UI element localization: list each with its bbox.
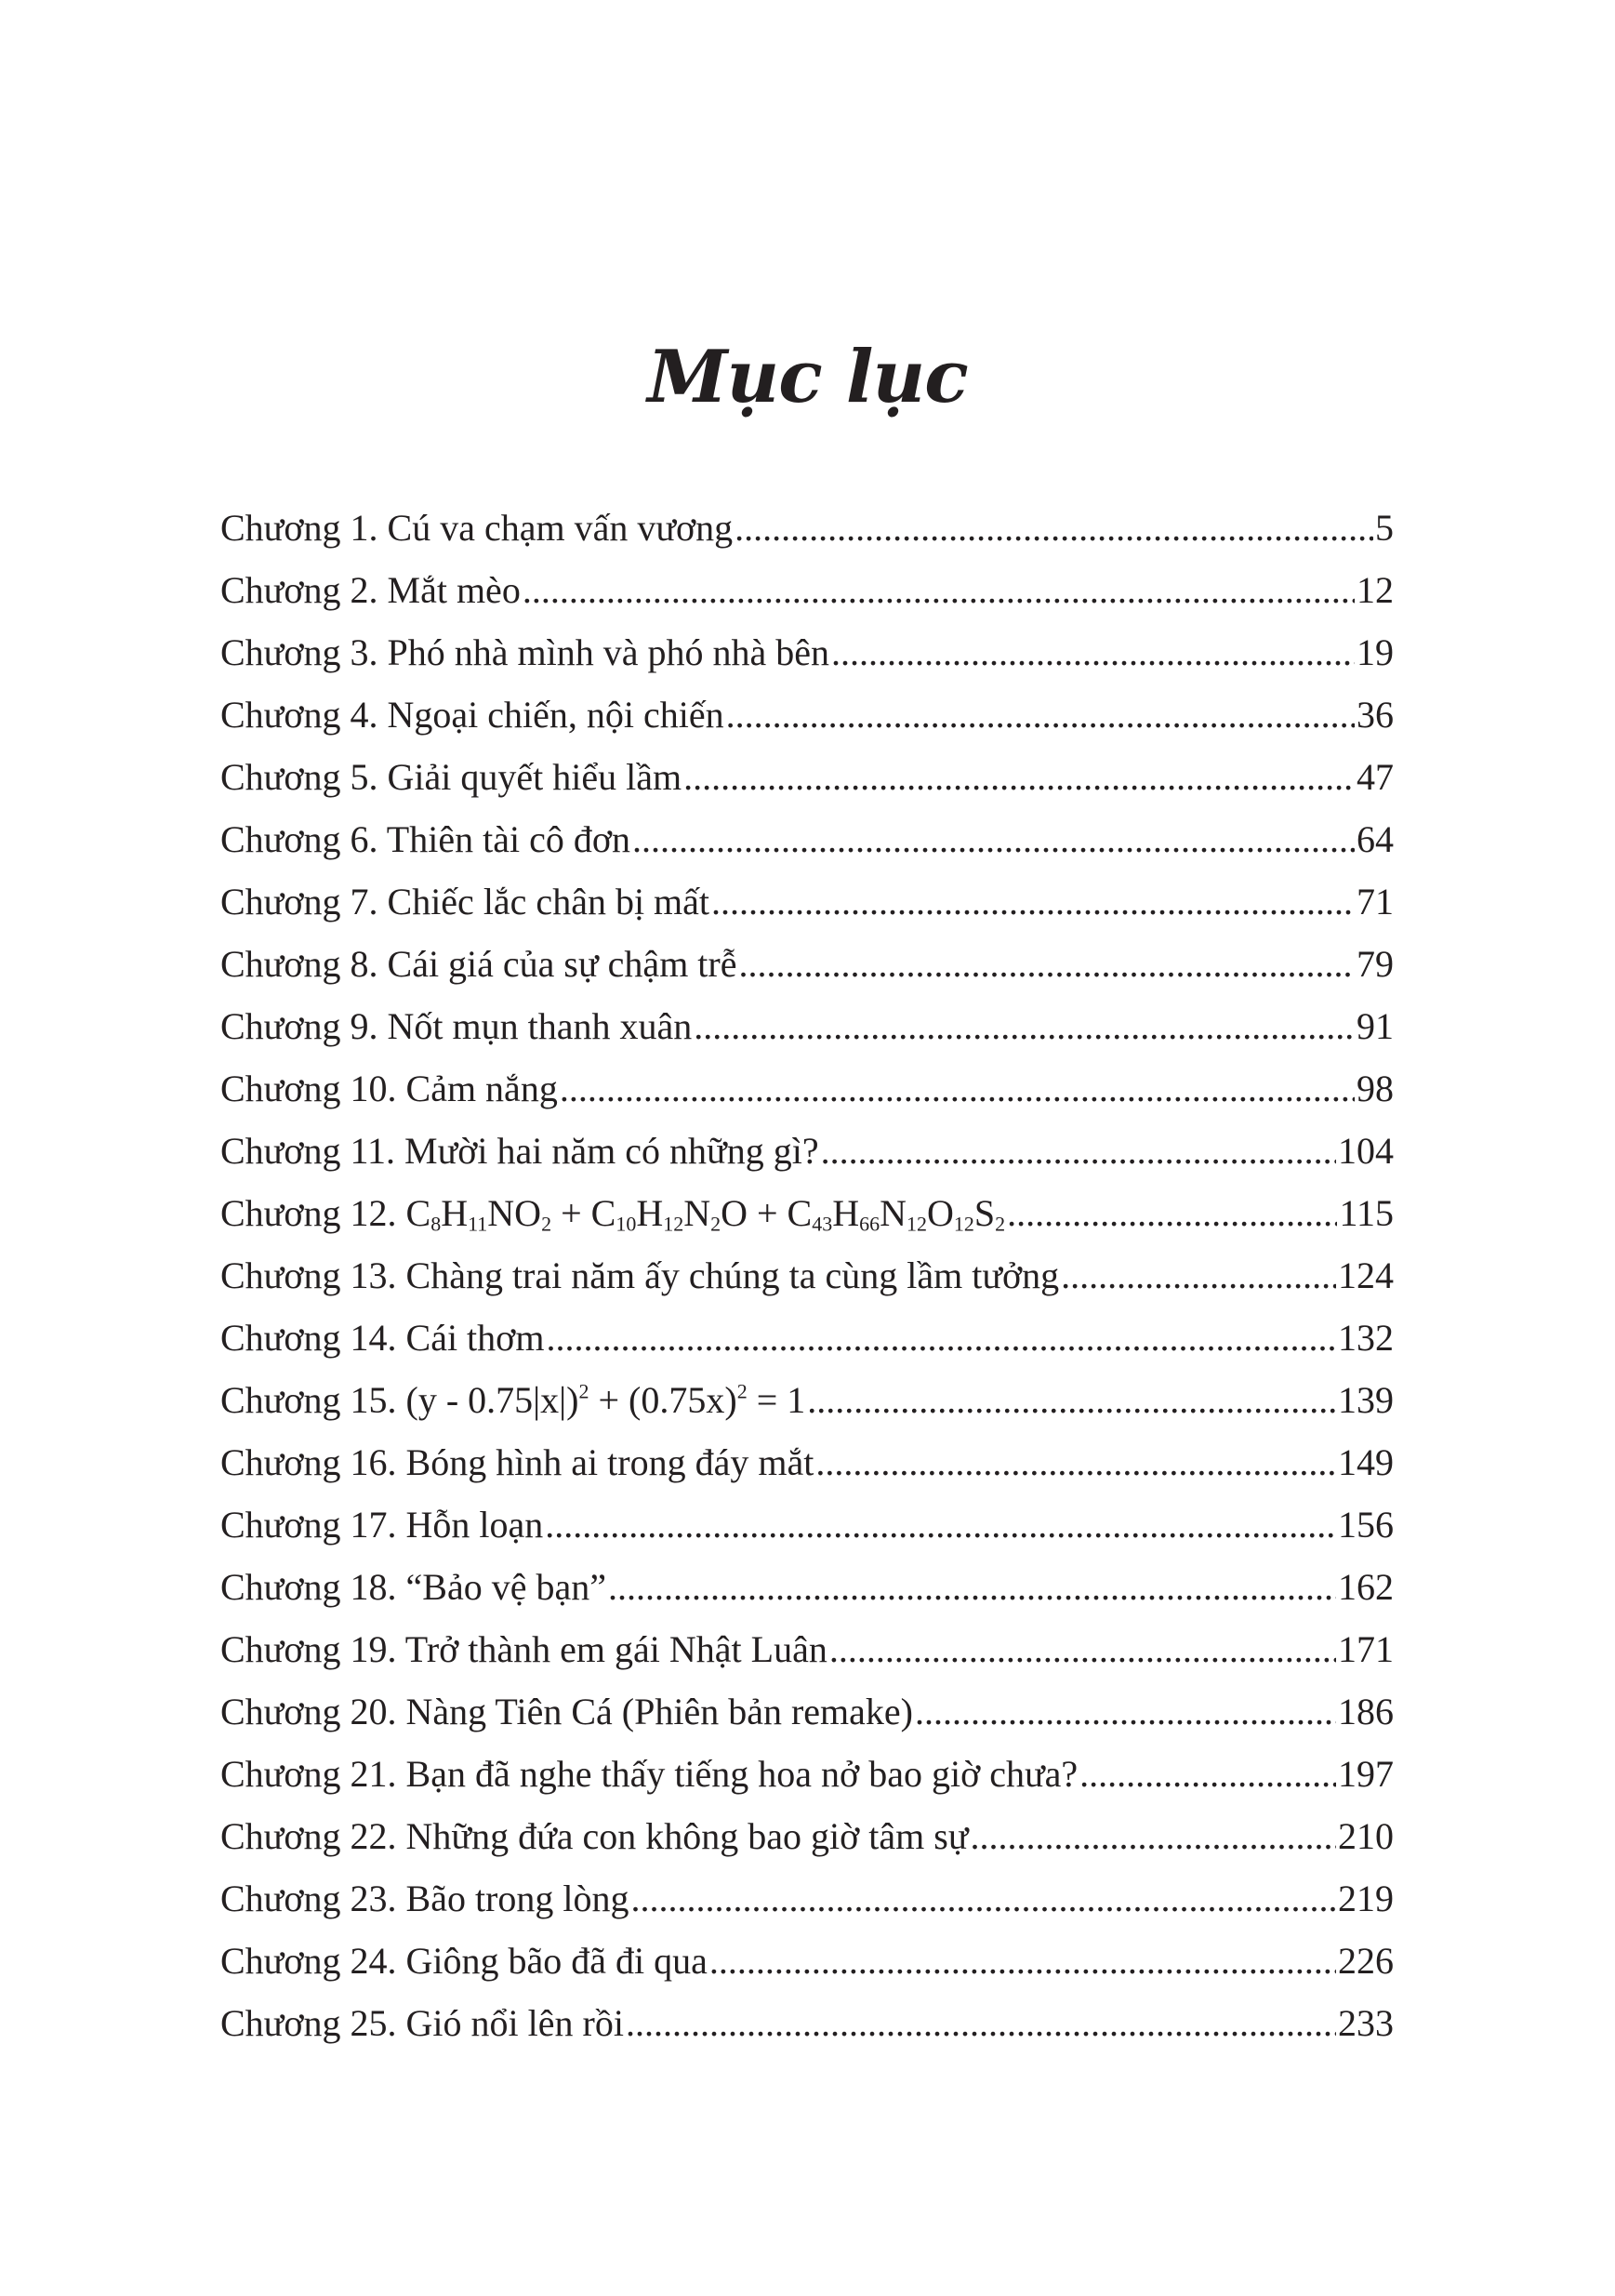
dot-leader [560,1057,1355,1120]
toc-entry-page-number: 91 [1357,1005,1394,1047]
toc-entry-page-number: 71 [1357,881,1394,922]
dot-leader [1079,1743,1336,1805]
toc-entry [220,1182,1394,1244]
toc-entry-label: Chương 9. Nốt mụn thanh xuân [220,1005,693,1047]
toc-entry-page-number: 186 [1338,1691,1394,1732]
toc-entry-label: Chương 6. Thiên tài cô đơn [220,818,630,860]
toc-entry [220,1307,1394,1369]
toc-entry [220,1618,1394,1680]
dot-leader [726,683,1355,746]
toc-entry-page-number: 156 [1338,1504,1394,1546]
dot-leader [632,808,1355,870]
toc-entry-page-number: 233 [1338,2002,1394,2044]
toc-entry [220,1930,1394,1992]
toc-entry-page-number: 36 [1357,694,1394,736]
dot-leader [709,1930,1336,1992]
toc-entry [220,1867,1394,1930]
toc-entry-label: Chương 21. Bạn đã nghe thấy tiếng hoa nở bao giờ chưa? [220,1753,1079,1795]
toc-entry [220,995,1394,1057]
toc-entry-label: Chương 15. $(y - 0.75|x|)^2 + (0.75x)^2 = 1$ [220,1379,806,1421]
toc-entry-page-number: 149 [1338,1441,1394,1483]
toc-entry-label: Chương 16. Bóng hình ai trong đáy mắt [220,1441,814,1483]
dot-leader [545,1493,1336,1556]
toc-entry-label: Chương 1. Cú va chạm vấn vương [220,507,734,549]
toc-entry [220,746,1394,808]
toc-entry-page-number: 210 [1338,1815,1394,1857]
toc-entry-page-number: 162 [1338,1566,1394,1608]
dot-leader [807,1369,1336,1431]
toc-entry-page-number: 5 [1375,507,1394,549]
toc-entry [220,870,1394,933]
toc-entry-page-number: 47 [1357,756,1394,798]
toc-entry-label: Chương 19. Trở thành em gái Nhật Luân [220,1628,827,1670]
toc-entry [220,559,1394,621]
toc-entry-label: Chương 14. Cái thơm [220,1317,545,1359]
dot-leader [971,1805,1336,1867]
toc-entry-page-number: 115 [1339,1192,1394,1234]
toc-entry-page-number: 139 [1338,1379,1394,1421]
dot-leader [711,870,1355,933]
toc-entry [220,1493,1394,1556]
toc-entry-label: Chương 11. Mười hai năm có những gì? [220,1130,819,1172]
dot-leader [815,1431,1336,1493]
toc-entry-label: Chương 17. Hỗn loạn [220,1504,544,1546]
toc-entry-page-number: 79 [1357,943,1394,985]
toc-entry [220,808,1394,870]
toc-entry-label: Chương 4. Ngoại chiến, nội chiến [220,694,724,736]
toc-entry-page-number: 171 [1338,1628,1394,1670]
dot-leader [829,1618,1336,1680]
dot-leader [631,1867,1337,1930]
dot-leader [546,1307,1336,1369]
toc-entry-label: Chương 23. Bão trong lòng [220,1878,629,1919]
toc-entry-label: Chương 10. Cảm nắng [220,1068,558,1109]
dot-leader [915,1680,1336,1743]
toc-entry-label: Chương 12. $C_8H_{11}NO_2 + C_{10}H_{12}N_2O + C_{43}H_{66}N_{12}O_{12}S_2$ [220,1192,1006,1236]
toc-entry [220,1369,1394,1431]
toc-entry-label: Chương 20. Nàng Tiên Cá (Phiên bản remake) [220,1691,913,1732]
toc-entry-label: Chương 7. Chiếc lắc chân bị mất [220,881,710,922]
toc-entry-page-number: 19 [1357,631,1394,673]
page-title: Mục lục [647,335,968,419]
toc-entry-page-number: 64 [1357,818,1394,860]
dot-leader [608,1556,1336,1618]
table-of-contents [220,497,1394,2054]
toc-entry-label: Chương 2. Mắt mèo [220,569,521,611]
dot-leader [739,933,1356,995]
toc-entry [220,1431,1394,1493]
dot-leader [626,1992,1336,2054]
dot-leader [523,559,1355,621]
toc-entry [220,1992,1394,2054]
dot-leader [735,497,1373,559]
toc-entry [220,621,1394,683]
toc-entry [220,1556,1394,1618]
toc-entry [220,1743,1394,1805]
toc-entry [220,1805,1394,1867]
toc-entry-page-number: 12 [1357,569,1394,611]
toc-entry-label: Chương 3. Phó nhà mình và phó nhà bên [220,631,829,673]
toc-entry [220,1057,1394,1120]
dot-leader [1061,1244,1336,1307]
toc-entry [220,683,1394,746]
dot-leader [1007,1182,1337,1244]
toc-entry-label: Chương 22. Những đứa con không bao giờ tâm sự [220,1815,969,1857]
toc-entry-label: Chương 18. “Bảo vệ bạn” [220,1566,606,1608]
toc-entry-page-number: 219 [1338,1878,1394,1919]
toc-entry-page-number: 98 [1357,1068,1394,1109]
toc-entry-label: Chương 5. Giải quyết hiểu lầm [220,756,682,798]
toc-entry [220,933,1394,995]
dot-leader [683,746,1355,808]
dot-leader [821,1120,1336,1182]
toc-entry [220,497,1394,559]
toc-entry-page-number: 197 [1338,1753,1394,1795]
toc-entry [220,1120,1394,1182]
toc-entry [220,1680,1394,1743]
toc-entry-label: Chương 25. Gió nổi lên rồi [220,2002,624,2044]
toc-entry-page-number: 104 [1338,1130,1394,1172]
toc-entry [220,1244,1394,1307]
toc-entry-label: Chương 8. Cái giá của sự chậm trễ [220,943,737,985]
toc-entry-page-number: 226 [1338,1940,1394,1982]
toc-entry-page-number: 132 [1338,1317,1394,1359]
dot-leader [694,995,1355,1057]
toc-entry-page-number: 124 [1338,1254,1394,1296]
toc-entry-label: Chương 24. Giông bão đã đi qua [220,1940,708,1982]
dot-leader [831,621,1355,683]
toc-entry-label: Chương 13. Chàng trai năm ấy chúng ta cùng lầm tưởng [220,1254,1060,1296]
